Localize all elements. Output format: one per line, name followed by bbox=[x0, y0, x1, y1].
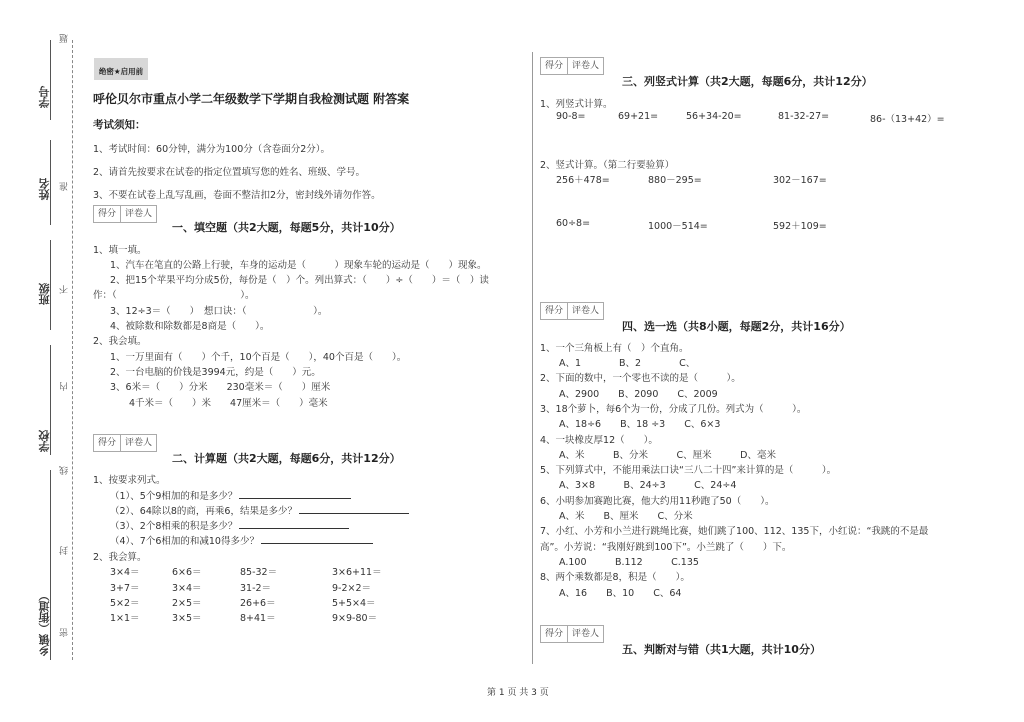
question-item bbox=[110, 503, 409, 517]
calc-cell: 3+7＝ bbox=[110, 583, 140, 594]
question: 2、我会填。 bbox=[93, 336, 147, 347]
choice-line: A.100 B.112 C.135 bbox=[540, 557, 699, 568]
calc-cell: 5+5×4＝ bbox=[332, 598, 376, 609]
name-label: 姓名 bbox=[38, 178, 51, 200]
question-item-text: （4）、7个6相加的和减10得多少？ bbox=[110, 536, 259, 547]
score-box bbox=[540, 625, 604, 643]
section1-title: 一、填空题（共2大题，每题5分，共计10分） bbox=[172, 221, 401, 234]
calc-item: 1000－514= bbox=[648, 221, 708, 232]
question-item-text: （3）、2个8相乘的积是多少？ bbox=[110, 521, 238, 532]
choice-line: A、米 B、分米 C、厘米 D、毫米 bbox=[540, 450, 776, 461]
question-item: 2、把15个苹果平均分成5份，每份是（ ）个。列出算式：（ ）÷（ ）＝（ ）读 bbox=[110, 275, 489, 286]
choice-line: 2、下面的数中，一个零也不读的是（ ）。 bbox=[540, 373, 741, 384]
question-item: 2、一台电脑的价钱是3994元，约是（ ）元。 bbox=[110, 367, 321, 378]
calc-cell: 85-32＝ bbox=[240, 567, 278, 578]
calc-cell: 26+6＝ bbox=[240, 598, 276, 609]
calc-item: 81-32-27= bbox=[778, 111, 830, 122]
seal-dashed-line bbox=[72, 40, 73, 660]
choice-line: A、米 B、厘米 C、分米 bbox=[540, 511, 693, 522]
seal-char: 线 bbox=[60, 466, 70, 475]
class-label: 班级 bbox=[38, 283, 51, 305]
calc-item: 592＋109= bbox=[773, 221, 827, 232]
choice-line: A、3×8 B、24÷3 C、24÷4 bbox=[540, 480, 737, 491]
question-item: 4千米＝（ ）米 47厘米＝（ ）毫米 bbox=[110, 398, 328, 409]
seal-char: 准 bbox=[60, 182, 70, 191]
calc-item: 86-（13+42）= bbox=[870, 114, 945, 125]
question-item: 1、汽车在笔直的公路上行驶，车身的运动是（ ）现象车轮的运动是（ ）现象。 bbox=[110, 260, 487, 271]
question-item: 3、6米＝（ ）分米 230毫米＝（ ）厘米 bbox=[110, 382, 331, 393]
question-item: 3、12÷3＝（ ） 想口诀：（ ）。 bbox=[110, 306, 328, 317]
notice-item: 1、考试时间：60分钟，满分为100分（含卷面分2分）。 bbox=[93, 144, 331, 155]
score-box bbox=[93, 205, 157, 223]
calc-cell: 6×6＝ bbox=[172, 567, 202, 578]
calc-cell: 9-2×2＝ bbox=[332, 583, 372, 594]
column-divider bbox=[532, 52, 533, 664]
choice-line: 6、小明参加赛跑比赛，他大约用11秒跑了50（ ）。 bbox=[540, 496, 775, 507]
seal-char: 密 bbox=[60, 628, 70, 637]
question-item: 4、被除数和除数都是8商是（ ）。 bbox=[110, 321, 270, 332]
question-item bbox=[110, 518, 349, 532]
score-box bbox=[93, 434, 157, 452]
calc-cell: 8+41＝ bbox=[240, 613, 276, 624]
calc-cell: 3×6+11＝ bbox=[332, 567, 382, 578]
reviewer-label: 评卷人 bbox=[125, 209, 153, 219]
answer-line bbox=[299, 504, 409, 514]
choice-line: 8、两个乘数都是8，积是（ ）。 bbox=[540, 572, 690, 583]
score-box bbox=[540, 302, 604, 320]
answer-line bbox=[261, 534, 373, 544]
score-label: 得分 bbox=[94, 435, 121, 451]
question: 2、我会算。 bbox=[93, 552, 147, 563]
answer-line bbox=[239, 489, 351, 499]
student-id-label: 学号 bbox=[38, 86, 51, 108]
score-label: 得分 bbox=[94, 206, 121, 222]
seal-char: 封 bbox=[60, 546, 70, 555]
calc-cell: 3×4＝ bbox=[172, 583, 202, 594]
calc-item: 60÷8= bbox=[556, 218, 591, 229]
question-item bbox=[110, 488, 351, 502]
school-label: 学校 bbox=[38, 430, 51, 452]
question: 1、按要求列式。 bbox=[93, 475, 166, 486]
section4-title: 四、选一选（共8小题，每题2分，共计16分） bbox=[622, 320, 851, 333]
question-item: 1、一万里面有（ ）个千，10个百是（ ），40个百是（ ）。 bbox=[110, 352, 407, 363]
page-title: 呼伦贝尔市重点小学二年级数学下学期自我检测试题 附答案 bbox=[93, 92, 410, 106]
score-label: 得分 bbox=[541, 303, 568, 319]
question-item bbox=[110, 533, 373, 547]
binding-line bbox=[50, 40, 51, 120]
reviewer-label: 评卷人 bbox=[572, 629, 600, 639]
calc-cell: 9×9-80＝ bbox=[332, 613, 378, 624]
reviewer-label: 评卷人 bbox=[572, 61, 600, 71]
calc-item: 302－167= bbox=[773, 175, 827, 186]
secret-badge: 绝密★启用前 bbox=[94, 58, 148, 80]
calc-cell: 31-2＝ bbox=[240, 583, 272, 594]
seal-char: 题 bbox=[60, 34, 70, 43]
page-number: 第 1 页 共 3 页 bbox=[487, 688, 549, 698]
choice-line: A、1 B、2 C、 bbox=[540, 358, 696, 369]
score-box bbox=[540, 57, 604, 75]
calc-cell: 1×1＝ bbox=[110, 613, 140, 624]
question: 2、竖式计算。（第二行要验算） bbox=[540, 160, 675, 171]
calc-item: 90-8= bbox=[556, 111, 586, 122]
score-label: 得分 bbox=[541, 626, 568, 642]
choice-line: 高”。小芳说：“我刚好跳到100下”。小兰跳了（ ）下。 bbox=[540, 542, 792, 553]
question-item: 作：（ ）。 bbox=[93, 290, 255, 301]
calc-item: 69+21= bbox=[618, 111, 659, 122]
choice-line: 1、一个三角板上有（ ）个直角。 bbox=[540, 343, 689, 354]
calc-cell: 3×5＝ bbox=[172, 613, 202, 624]
reviewer-label: 评卷人 bbox=[572, 306, 600, 316]
question: 1、列竖式计算。 bbox=[540, 99, 613, 110]
score-label: 得分 bbox=[541, 58, 568, 74]
question-item-text: （1）、5个9相加的和是多少？ bbox=[110, 491, 238, 502]
calc-cell: 2×5＝ bbox=[172, 598, 202, 609]
choice-line: A、18÷6 B、18 ÷3 C、6×3 bbox=[540, 419, 721, 430]
reviewer-label: 评卷人 bbox=[125, 438, 153, 448]
calc-item: 880－295= bbox=[648, 175, 702, 186]
question: 1、填一填。 bbox=[93, 245, 147, 256]
question-item-text: （2）、64除以8的商，再乘6，结果是多少？ bbox=[110, 506, 297, 517]
section5-title: 五、判断对与错（共1大题，共计10分） bbox=[622, 643, 821, 656]
choice-line: 3、18个萝卜，每6个为一份，分成了几份。列式为（ ）。 bbox=[540, 404, 807, 415]
choice-line: 7、小红、小芳和小兰进行跳绳比赛，她们跳了100、112、135下，小红说：“我跳的不是最 bbox=[540, 526, 929, 537]
calc-item: 56+34-20= bbox=[686, 111, 742, 122]
town-label: 乡镇（街道） bbox=[38, 590, 51, 656]
choice-line: 4、一块橡皮厚12（ ）。 bbox=[540, 435, 658, 446]
section3-title: 三、列竖式计算（共2大题，每题6分，共计12分） bbox=[622, 75, 873, 88]
calc-cell: 5×2＝ bbox=[110, 598, 140, 609]
seal-char: 不 bbox=[60, 285, 70, 294]
seal-char: 内 bbox=[60, 382, 70, 391]
notice-item: 2、请首先按要求在试卷的指定位置填写您的姓名、班级、学号。 bbox=[93, 167, 366, 178]
notice-item: 3、不要在试卷上乱写乱画，卷面不整洁扣2分，密封线外请勿作答。 bbox=[93, 190, 381, 201]
answer-line bbox=[239, 519, 349, 529]
calc-item: 256＋478= bbox=[556, 175, 610, 186]
choice-line: A、16 B、10 C、64 bbox=[540, 588, 682, 599]
notice-heading: 考试须知： bbox=[93, 119, 146, 131]
section2-title: 二、计算题（共2大题，每题6分，共计12分） bbox=[172, 452, 401, 465]
choice-line: 5、下列算式中，不能用乘法口诀“三八二十四”来计算的是（ ）。 bbox=[540, 465, 837, 476]
calc-cell: 3×4＝ bbox=[110, 567, 140, 578]
choice-line: A、2900 B、2090 C、2009 bbox=[540, 389, 718, 400]
